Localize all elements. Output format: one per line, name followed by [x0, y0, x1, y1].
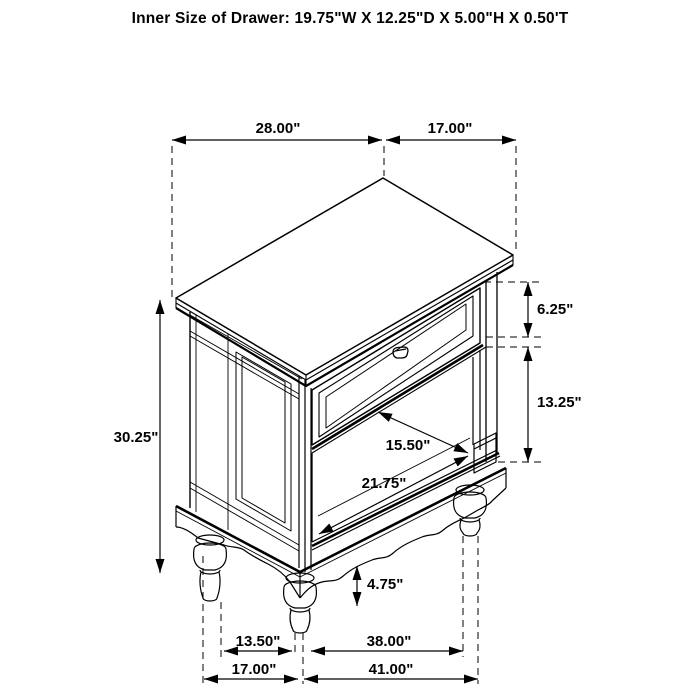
dim-leg-spacing-depth	[224, 633, 292, 656]
shelf-front-edge	[312, 450, 497, 542]
furniture-drawing	[176, 178, 513, 633]
tabletop-side-edges	[176, 255, 513, 386]
dim-opening-depth	[378, 412, 468, 454]
arrowhead	[368, 136, 382, 145]
compartment-right-edge	[473, 350, 480, 450]
arrowhead	[502, 136, 516, 145]
dim-label-opening-height: 13.25"	[537, 394, 582, 411]
dimension-annotations	[114, 120, 582, 684]
dim-opening-width	[319, 456, 468, 534]
dim-label-leg-height: 4.75"	[367, 576, 404, 593]
dim-leg-spacing-width	[311, 633, 463, 656]
tabletop-top-face	[176, 178, 513, 375]
arrowhead	[353, 592, 362, 606]
dim-overall-height	[114, 300, 165, 573]
drawer-handle	[393, 347, 408, 358]
dim-top-depth	[386, 120, 516, 145]
rail-thick-line	[312, 345, 483, 449]
dim-drawer-face-height	[524, 282, 574, 337]
arrowhead	[386, 136, 400, 145]
arrowhead	[449, 647, 463, 656]
arrowhead	[284, 675, 298, 684]
dim-label-drawer-face-height: 6.25"	[537, 301, 574, 318]
dim-top-width	[172, 120, 382, 145]
dim-leg-height	[353, 566, 404, 606]
arrowhead	[204, 675, 218, 684]
dim-label-overall-height: 30.25"	[113, 429, 159, 446]
dim-base-depth	[204, 661, 298, 684]
dim-base-width	[304, 661, 478, 684]
dim-opening-height	[524, 347, 582, 462]
dim-label-leg-spacing-width: 38.00"	[366, 633, 412, 650]
arrowhead	[453, 443, 468, 453]
dim-label-top-width: 28.00"	[255, 120, 301, 137]
arrowhead	[524, 448, 533, 462]
arrowhead	[378, 412, 393, 422]
arrowhead	[524, 282, 533, 296]
arrowhead	[524, 347, 533, 361]
dim-label-top-depth: 17.00"	[427, 120, 473, 137]
dim-label-leg-spacing-depth: 13.50"	[235, 633, 281, 650]
front-corner-stile	[299, 376, 311, 572]
dim-line	[319, 456, 468, 534]
tabletop	[176, 178, 513, 386]
arrowhead	[304, 675, 318, 684]
drawing-title: Inner Size of Drawer: 19.75"W X 12.25"D X 5.00"H X 0.50'T	[131, 10, 569, 27]
arrowhead	[156, 559, 165, 573]
front-leg-foot	[290, 610, 310, 633]
arrowhead	[172, 136, 186, 145]
dim-label-base-width: 41.00"	[368, 661, 414, 678]
dim-label-opening-width: 21.75"	[361, 475, 407, 492]
shelf-thick-edge	[312, 453, 499, 546]
left-leg	[194, 535, 227, 601]
top-rail-edge	[307, 278, 490, 385]
dim-label-base-depth: 17.00"	[231, 661, 277, 678]
left-side-panel	[190, 312, 311, 572]
arrowhead	[156, 300, 165, 314]
tabletop-bottom-edge	[176, 265, 513, 386]
dim-label-opening-depth: 15.50"	[385, 437, 431, 454]
left-leg-bulb	[194, 543, 227, 570]
arrowhead	[524, 323, 533, 337]
arrowhead	[464, 675, 478, 684]
arrowhead	[311, 647, 325, 656]
extension-top	[172, 146, 516, 298]
